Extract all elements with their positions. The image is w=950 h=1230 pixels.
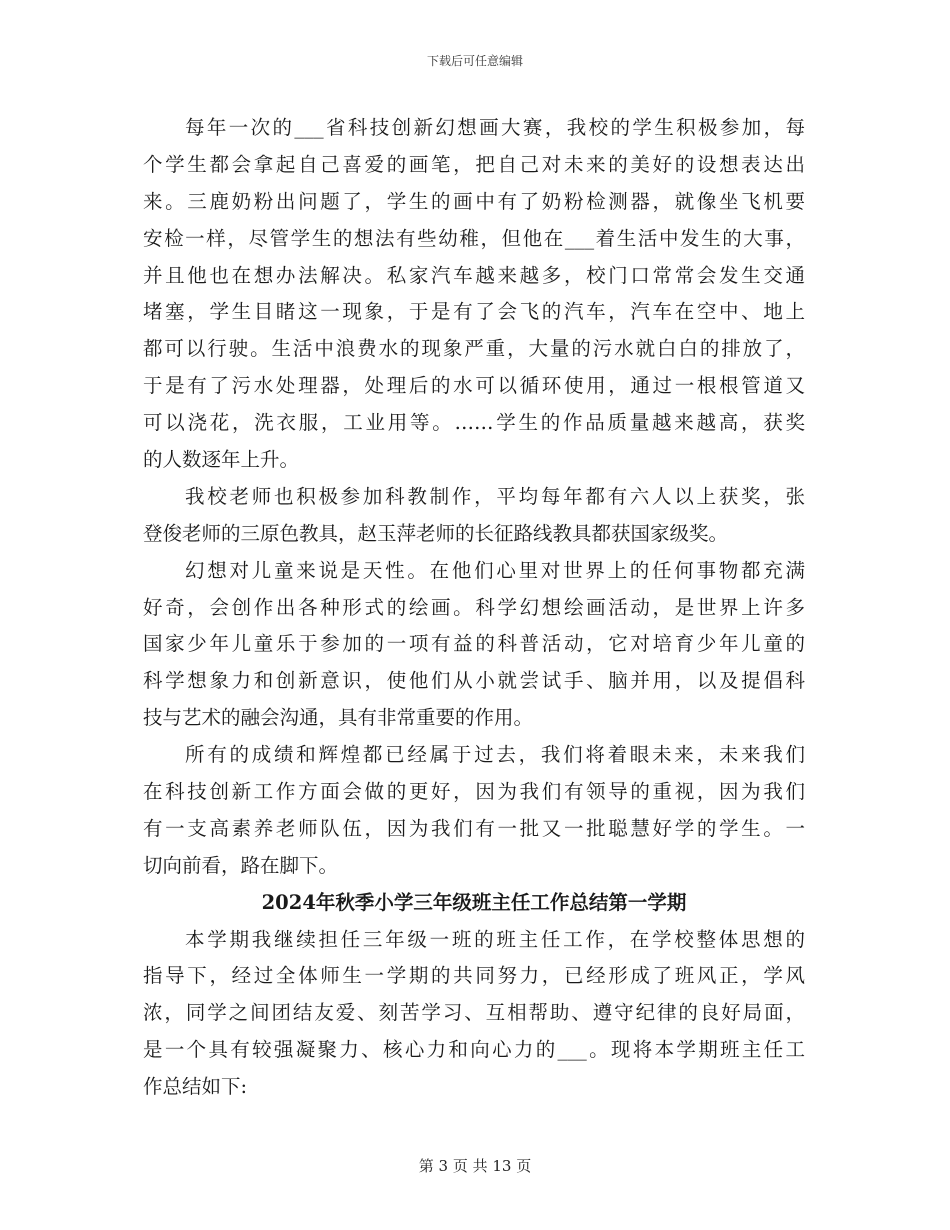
text-line: 技与艺术的融会沟通，具有非常重要的作用。 [143,706,534,730]
text-line: 堵塞，学生目睹这一现象，于是有了会飞的汽车，汽车在空中、地上 [143,300,805,324]
text-line: 每年一次的___省科技创新幻想画大赛，我校的学生积极参加，每 [185,116,805,139]
text-line: 所有的成绩和辉煌都已经属于过去，我们将着眼未来，未来我们 [185,743,805,767]
text-line: 于是有了污水处理器，处理后的水可以循环使用，通过一根根管道又 [143,374,805,398]
text-line: 登俊老师的三原色教具，赵玉萍老师的长征路线教具都获国家级奖。 [143,521,729,545]
text-line: 的人数逐年上升。 [143,448,300,472]
text-line: 在科技创新工作方面会做的更好，因为我们有领导的重视，因为我们 [143,780,805,804]
text-line: 作总结如下: [143,1075,248,1099]
text-line: 个学生都会拿起自己喜爱的画笔，把自己对未来的美好的设想表达出 [143,152,805,176]
text-line: 是一个具有较强凝聚力、核心力和向心力的___。现将本学期班主任工 [143,1038,805,1062]
text-line: 浓，同学之间团结友爱、刻苦学习、互相帮助、遵守纪律的良好局面， [143,1001,805,1025]
document-body [143,110,805,1106]
text-line: 幻想对儿童来说是天性。在他们心里对世界上的任何事物都充满 [185,558,805,582]
text-line: 好奇，会创作出各种形式的绘画。科学幻想绘画活动，是世界上许多 [143,595,805,619]
text-line: 科学想象力和创新意识，使他们从小就尝试手、脑并用，以及提倡科 [143,669,805,693]
article-body [143,110,805,885]
text-line: 我校老师也积极参加科教制作，平均每年都有六人以上获奖，张 [185,484,805,508]
text-line: 安检一样，尽管学生的想法有些幼稚，但他在___着生活中发生的大事， [143,226,805,250]
text-line: 都可以行驶。生活中浪费水的现象严重，大量的污水就白白的排放了， [143,337,805,361]
text-line: 来。三鹿奶粉出问题了，学生的画中有了奶粉检测器，就像坐飞机要 [143,189,805,213]
text-line: 并且他也在想办法解决。私家汽车越来越多，校门口常常会发生交通 [143,263,805,287]
text-line: 国家少年儿童乐于参加的一项有益的科普活动，它对培育少年儿童的 [143,632,805,656]
section-title: 2024年秋季小学三年级班主任工作总结第一学期 [261,890,687,914]
page-header: 下载后可任意编辑 [426,54,523,68]
section-body [143,922,805,1106]
text-line: 切向前看，路在脚下。 [143,853,339,877]
text-line: 有一支高素养老师队伍，因为我们有一批又一批聪慧好学的学生。一 [143,816,805,840]
text-line: 可以浇花，洗衣服，工业用等。……学生的作品质量越来越高，获奖 [143,411,805,435]
text-line: 本学期我继续担任三年级一班的班主任工作，在学校整体思想的 [185,927,805,951]
page-footer: 第 3 页 共 13 页 [418,1157,532,1175]
text-line: 指导下，经过全体师生一学期的共同努力，已经形成了班风正，学风 [143,964,805,988]
